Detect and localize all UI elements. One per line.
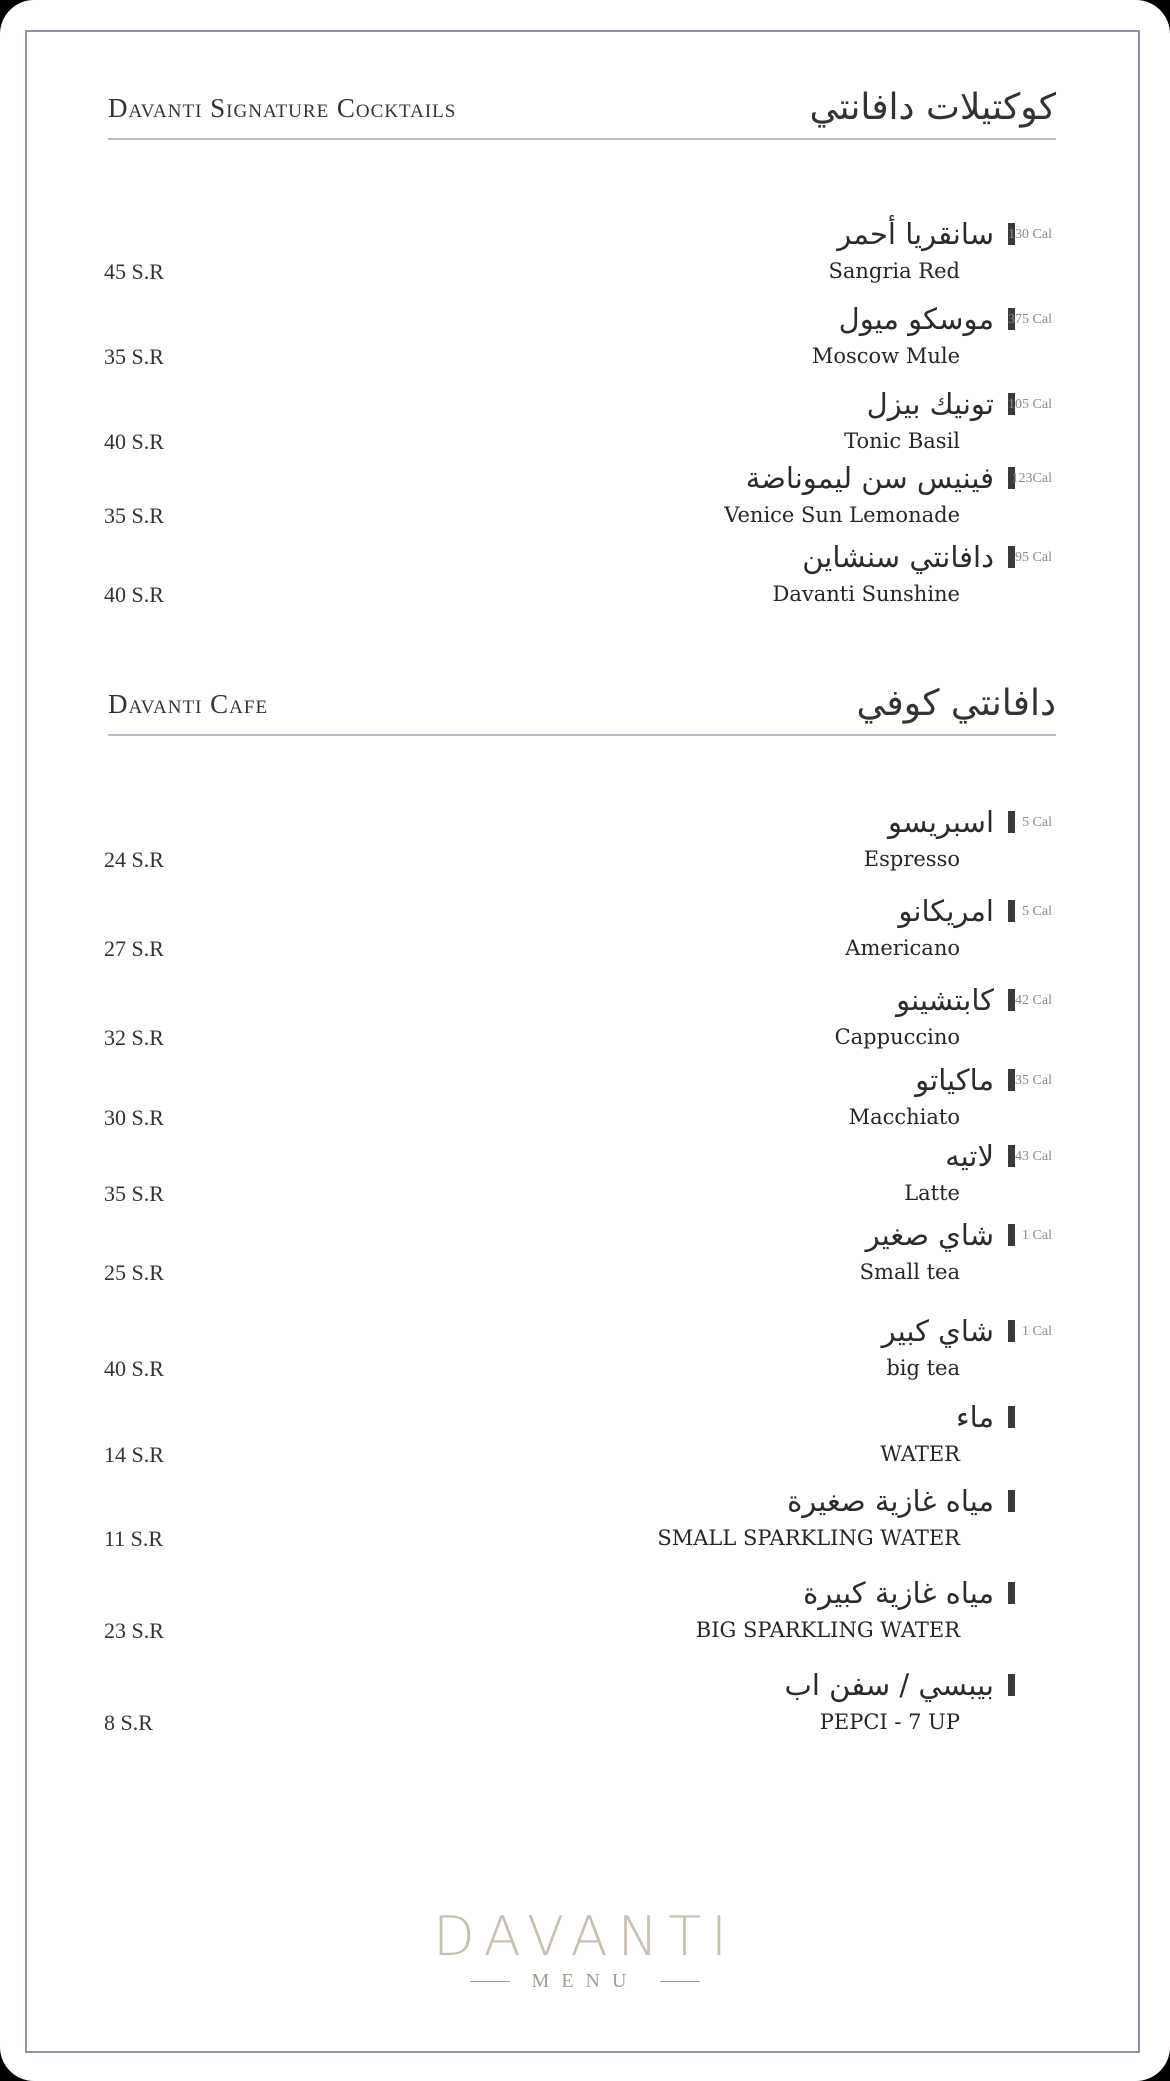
item-price: 35 S.R: [104, 344, 164, 369]
list-item: [0, 1063, 1170, 1143]
item-calories: 35 Cal: [1015, 1073, 1052, 1088]
list-item: [0, 302, 1170, 382]
item-calories: 375 Cal: [1008, 312, 1052, 327]
section-title-en: Davanti Cafe: [108, 689, 269, 719]
item-price: 45 S.R: [104, 259, 164, 284]
item-name-ar: دافانتي سنشاين: [802, 540, 994, 574]
item-price: 32 S.R: [104, 1025, 164, 1050]
bullet-marker: [1008, 1674, 1015, 1696]
item-calories: 1 Cal: [1022, 1228, 1052, 1243]
item-name-en: Espresso: [863, 847, 960, 871]
list-item: [0, 461, 1170, 541]
item-calories: 130 Cal: [1008, 227, 1052, 242]
item-price: 35 S.R: [104, 1181, 164, 1206]
item-price: 11 S.R: [104, 1526, 164, 1551]
item-price: 30 S.R: [104, 1105, 164, 1130]
list-item: [0, 1139, 1170, 1219]
list-item: [0, 894, 1170, 974]
item-calories: 5 Cal: [1022, 904, 1052, 919]
davanti-logo: [0, 1905, 1170, 1993]
item-name-ar: كابتشينو: [896, 983, 994, 1017]
item-price: 8 S.R: [104, 1710, 153, 1735]
item-price: 24 S.R: [104, 847, 164, 872]
item-name-en: Davanti Sunshine: [772, 582, 960, 606]
item-name-ar: مياه غازية صغيرة: [787, 1484, 994, 1518]
logo-rule-right: [660, 1981, 700, 1982]
bullet-marker: [1008, 1406, 1015, 1428]
item-name-en: Small tea: [859, 1260, 960, 1284]
item-calories: 42 Cal: [1015, 993, 1052, 1008]
item-name-ar: بيبسي / سفن اب: [784, 1668, 994, 1702]
item-name-en: Venice Sun Lemonade: [724, 503, 960, 527]
item-name-en: Cappuccino: [834, 1025, 960, 1049]
item-calories: 105 Cal: [1008, 397, 1052, 412]
item-name-ar: مياه غازية كبيرة: [803, 1576, 994, 1610]
logo-wordmark: DAVANTI: [433, 1905, 737, 1968]
list-item: [0, 217, 1170, 297]
item-name-en: Americano: [845, 936, 960, 960]
item-price: 27 S.R: [104, 936, 164, 961]
section-header-cafe: [108, 683, 1056, 736]
item-calories: 95 Cal: [1015, 550, 1052, 565]
section-title-ar: كوكتيلات دافانتي: [809, 87, 1056, 128]
item-price: 35 S.R: [104, 503, 164, 528]
item-name-en: Sangria Red: [828, 259, 960, 283]
item-calories: 1 Cal: [1022, 1324, 1052, 1339]
logo-rule-left: [470, 1981, 510, 1982]
item-name-en: SMALL SPARKLING WATER: [657, 1526, 960, 1550]
list-item: [0, 387, 1170, 467]
list-item: [0, 1314, 1170, 1394]
list-item: [0, 1576, 1170, 1656]
item-name-ar: موسكو ميول: [838, 302, 994, 336]
item-name-ar: ماكياتو: [915, 1063, 994, 1097]
section-title-en: Davanti Signature Cocktails: [108, 93, 457, 123]
item-price: 40 S.R: [104, 1356, 164, 1381]
item-name-ar: فينيس سن ليموناضة: [745, 461, 994, 495]
logo-menu-label: MENU: [531, 1970, 639, 1992]
item-name-ar: سانقريا أحمر: [837, 217, 994, 251]
section-title-ar: دافانتي كوفي: [856, 683, 1056, 724]
list-item: [0, 1400, 1170, 1480]
item-name-en: Latte: [904, 1181, 960, 1205]
item-name-en: PEPCI - 7 UP: [819, 1710, 960, 1734]
item-name-ar: تونيك بيزل: [866, 387, 994, 421]
item-name-en: Macchiato: [848, 1105, 960, 1129]
item-price: 14 S.R: [104, 1442, 164, 1467]
item-name-ar: ماء: [955, 1400, 994, 1434]
item-price: 40 S.R: [104, 429, 164, 454]
item-name-ar: امريكانو: [898, 894, 994, 928]
list-item: [0, 1668, 1170, 1748]
item-name-en: Moscow Mule: [811, 344, 960, 368]
bullet-marker: [1008, 1582, 1015, 1604]
bullet-marker: [1008, 1490, 1015, 1512]
list-item: [0, 540, 1170, 620]
item-name-ar: لاتيه: [945, 1139, 994, 1173]
item-calories: 123Cal: [1011, 471, 1052, 486]
item-name-en: big tea: [886, 1356, 960, 1380]
item-price: 40 S.R: [104, 582, 164, 607]
logo-subtitle: [0, 1970, 1170, 1993]
item-name-en: Tonic Basil: [844, 429, 960, 453]
item-name-en: BIG SPARKLING WATER: [695, 1618, 960, 1642]
item-calories: 5 Cal: [1022, 815, 1052, 830]
item-name-ar: شاي صغير: [865, 1218, 994, 1252]
list-item: [0, 983, 1170, 1063]
item-name-en: WATER: [880, 1442, 960, 1466]
item-name-ar: اسبريسو: [887, 805, 994, 839]
section-header-cocktails: [108, 87, 1056, 140]
item-calories: 43 Cal: [1015, 1149, 1052, 1164]
item-price: 23 S.R: [104, 1618, 164, 1643]
list-item: [0, 1218, 1170, 1298]
list-item: [0, 1484, 1170, 1564]
item-name-ar: شاي كبير: [881, 1314, 994, 1348]
item-price: 25 S.R: [104, 1260, 164, 1285]
list-item: [0, 805, 1170, 885]
